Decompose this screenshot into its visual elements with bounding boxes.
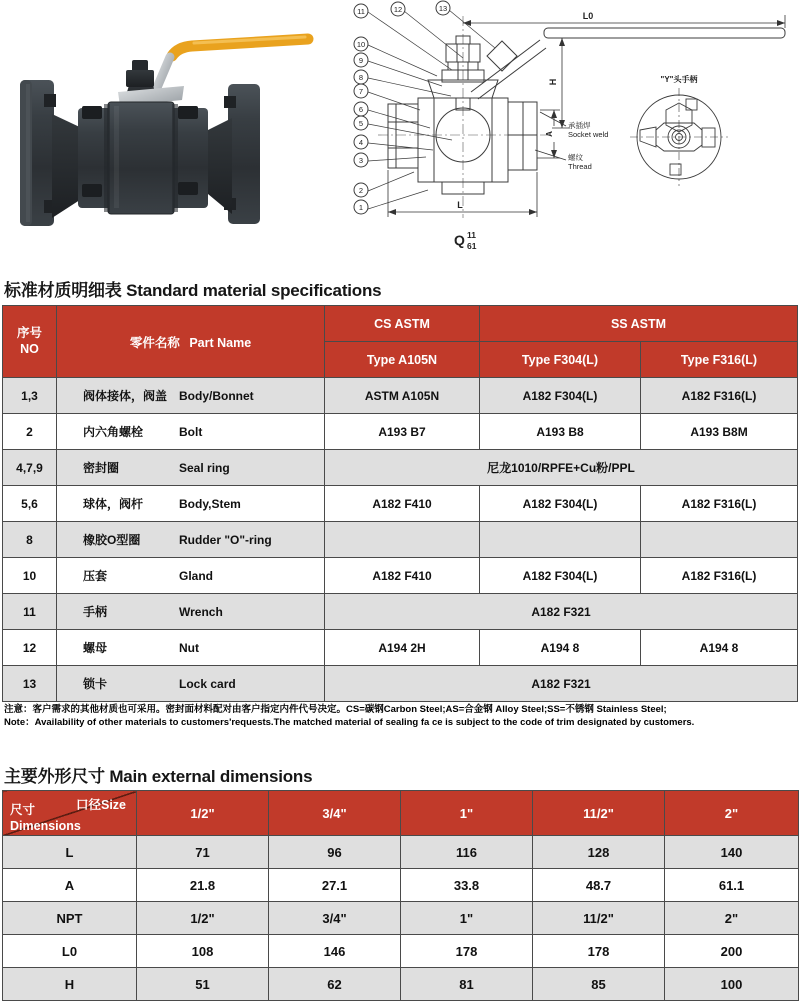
leader-lines [368, 10, 495, 209]
cell-value: 62 [269, 968, 401, 1001]
part-name-en: Gland [179, 569, 214, 583]
corner-cell [3, 791, 137, 836]
table-row [3, 968, 799, 1001]
callout-number: 7 [358, 87, 364, 96]
header-type-a105n: Type A105N [325, 342, 480, 378]
cell-part-name [57, 450, 325, 486]
material-header-row-1 [3, 306, 798, 342]
cell-value: 178 [533, 935, 665, 968]
cell-part-name [57, 522, 325, 558]
cell-no: 10 [3, 558, 57, 594]
valve-diagram-art [330, 0, 800, 262]
cell-f304: A182 F304(L) [480, 378, 641, 414]
note-line-en: Note：Availability of other materials to customers'requests.The matched material of sealing fa ce is subject to the code of trim designated by customers. [4, 716, 695, 728]
model-sup: 11 [467, 230, 476, 240]
part-name-cn: 压套 [83, 569, 108, 583]
cell-value: 51 [137, 968, 269, 1001]
table-row [3, 594, 798, 630]
cell-no: 13 [3, 666, 57, 702]
cell-value: 2" [665, 902, 799, 935]
cell-part-name [57, 486, 325, 522]
callout-number: 12 [393, 5, 403, 14]
cell-material-span: 尼龙1010/RPFE+Cu粉/PPL [325, 450, 798, 486]
model-code [454, 225, 480, 251]
cell-dim-label: L [3, 836, 137, 869]
callout-badge [354, 135, 368, 149]
callout-badge [436, 1, 450, 15]
cell-value: 61.1 [665, 869, 799, 902]
cell-value: 96 [269, 836, 401, 869]
corner-dim-label-cn: 尺寸 [10, 803, 36, 817]
cell-f316: A182 F316(L) [641, 486, 798, 522]
part-name-en: Rudder "O"-ring [179, 533, 272, 547]
cell-value: 48.7 [533, 869, 665, 902]
part-name-en: Body/Bonnet [179, 389, 254, 403]
valve-handle [156, 37, 308, 90]
part-name-cn: 手柄 [83, 605, 108, 619]
valve-photo [6, 10, 326, 247]
cell-cs: ASTM A105N [325, 378, 480, 414]
header-type-f304: Type F304(L) [480, 342, 641, 378]
callout-badge [391, 2, 405, 16]
corner-size-label: 口径Size [75, 798, 126, 812]
part-name-cn: 内六角螺栓 [83, 425, 144, 439]
cell-cs: A182 F410 [325, 558, 480, 594]
material-table [2, 305, 798, 702]
cell-value: 85 [533, 968, 665, 1001]
header-size: 1/2" [137, 791, 269, 836]
cell-no: 1,3 [3, 378, 57, 414]
cell-value: 11/2" [533, 902, 665, 935]
thread-label-cn: 螺纹 [568, 153, 583, 162]
cell-part-name [57, 558, 325, 594]
callout-badge [354, 153, 368, 167]
thread-label-en: Thread [568, 162, 592, 171]
valve-diagram [330, 0, 800, 267]
material-notes [4, 704, 694, 730]
valve-photo-art [6, 10, 326, 242]
table-row [3, 558, 798, 594]
table-row [3, 486, 798, 522]
cell-no: 12 [3, 630, 57, 666]
header-part-cn: 零件名称 [129, 335, 180, 350]
callout-badge [354, 200, 368, 214]
table-row [3, 522, 798, 558]
cell-part-name [57, 378, 325, 414]
part-name-cn: 密封圈 [83, 461, 120, 475]
callout-badge [354, 53, 368, 67]
part-name-en: Wrench [179, 605, 223, 619]
dimension-labels [457, 11, 608, 210]
cell-f304: A182 F304(L) [480, 558, 641, 594]
header-size: 11/2" [533, 791, 665, 836]
corner-dim-label-en: Dimensions [10, 819, 81, 833]
part-name-en: Seal ring [179, 461, 230, 475]
table-row [3, 836, 799, 869]
cell-part-name [57, 414, 325, 450]
part-name-en: Body,Stem [179, 497, 241, 511]
callout-badge [354, 183, 368, 197]
cell-f304: A193 B8 [480, 414, 641, 450]
header-part-name [57, 306, 325, 378]
cell-material-span: A182 F321 [325, 594, 798, 630]
cell-cs: A182 F410 [325, 486, 480, 522]
part-name-cn: 阀体接体，阀盖 [83, 389, 168, 403]
header-size: 1" [401, 791, 533, 836]
callout-badge [354, 70, 368, 84]
cell-f316: A182 F316(L) [641, 558, 798, 594]
cell-dim-label: H [3, 968, 137, 1001]
header-no-en: NO [20, 341, 39, 356]
dim-label-a: A [545, 131, 554, 137]
cell-no: 2 [3, 414, 57, 450]
callout-number: 10 [356, 40, 366, 49]
cell-f316 [641, 522, 798, 558]
dimensions-header-row [3, 791, 799, 836]
cell-material-span: A182 F321 [325, 666, 798, 702]
callout-number: 5 [358, 119, 364, 128]
table-row [3, 378, 798, 414]
cell-f316: A193 B8M [641, 414, 798, 450]
top-view [630, 88, 728, 186]
material-section-title: 标准材质明细表 Standard material specifications [4, 281, 382, 300]
valve-body [20, 60, 260, 226]
header-cs-astm: CS ASTM [325, 306, 480, 342]
callout-number: 2 [358, 186, 364, 195]
cell-part-name [57, 630, 325, 666]
cell-f316: A182 F316(L) [641, 378, 798, 414]
table-row [3, 630, 798, 666]
callout-number: 3 [358, 156, 364, 165]
part-name-cn: 橡胶O型圈 [83, 533, 141, 547]
socket-weld-label-cn: 承插焊 [568, 121, 591, 130]
callout-badge [354, 4, 368, 18]
cell-value: 100 [665, 968, 799, 1001]
callout-badge [354, 102, 368, 116]
dimensions-table [2, 790, 799, 1001]
table-row [3, 902, 799, 935]
callout-number: 13 [438, 4, 448, 13]
cell-value: 81 [401, 968, 533, 1001]
cell-value: 116 [401, 836, 533, 869]
cell-cs [325, 522, 480, 558]
cell-value: 27.1 [269, 869, 401, 902]
cell-value: 33.8 [401, 869, 533, 902]
header-no [3, 306, 57, 378]
dim-label-l: L [457, 200, 463, 210]
header-part-en: Part Name [189, 335, 252, 350]
cell-f304: A182 F304(L) [480, 486, 641, 522]
cell-value: 146 [269, 935, 401, 968]
callout-number: 1 [358, 203, 364, 212]
table-row [3, 935, 799, 968]
dim-label-h: H [548, 78, 558, 86]
callout-number: 6 [358, 105, 364, 114]
table-row [3, 869, 799, 902]
cell-value: 108 [137, 935, 269, 968]
part-name-cn: 螺母 [83, 641, 108, 655]
cell-value: 128 [533, 836, 665, 869]
cell-no: 4,7,9 [3, 450, 57, 486]
dim-label-l0: L0 [582, 11, 594, 21]
header-type-f316: Type F316(L) [641, 342, 798, 378]
table-row [3, 414, 798, 450]
part-name-en: Lock card [179, 677, 236, 691]
part-name-cn: 球体，阀杆 [83, 497, 144, 511]
cell-f304 [480, 522, 641, 558]
centerlines [378, 16, 552, 218]
callout-number: 8 [358, 73, 364, 82]
part-name-cn: 锁卡 [83, 677, 108, 691]
part-name-en: Bolt [179, 425, 203, 439]
callout-number: 4 [358, 138, 364, 147]
cell-value: 140 [665, 836, 799, 869]
cell-dim-label: A [3, 869, 137, 902]
dimensions-section-title: 主要外形尺寸 Main external dimensions [4, 767, 313, 786]
y-handle-label: "Y"头手柄 [660, 75, 698, 84]
dimension-arrows [388, 20, 785, 215]
cell-dim-label: L0 [3, 935, 137, 968]
cell-value: 1/2" [137, 902, 269, 935]
cell-part-name [57, 594, 325, 630]
socket-weld-label-en: Socket weld [568, 130, 609, 139]
model-letter: Q [454, 232, 465, 248]
callout-badge [354, 84, 368, 98]
callout-number: 11 [357, 7, 365, 16]
cell-value: 1" [401, 902, 533, 935]
part-name-en: Nut [179, 641, 199, 655]
header-size: 2" [665, 791, 799, 836]
cell-value: 3/4" [269, 902, 401, 935]
cell-part-name [57, 666, 325, 702]
cell-f316: A194 8 [641, 630, 798, 666]
header-size: 3/4" [269, 791, 401, 836]
cell-f304: A194 8 [480, 630, 641, 666]
header-ss-astm: SS ASTM [480, 306, 798, 342]
model-sub: 61 [467, 241, 477, 251]
callout-badge [354, 37, 368, 51]
table-row [3, 666, 798, 702]
cell-no: 8 [3, 522, 57, 558]
cell-no: 5,6 [3, 486, 57, 522]
cell-value: 200 [665, 935, 799, 968]
cell-cs: A193 B7 [325, 414, 480, 450]
table-row [3, 450, 798, 486]
header-no-cn: 序号 [16, 325, 42, 340]
cell-no: 11 [3, 594, 57, 630]
cell-value: 21.8 [137, 869, 269, 902]
note-line-cn: 注意：客户需求的其他材质也可采用。密封面材料配对由客户指定内件代号决定。CS=碳钢Carbon Steel;AS=合金钢 Alloy Steel;SS=不锈钢 Stainless Steel; [4, 704, 667, 715]
callout-number: 9 [358, 56, 364, 65]
callout-badge [354, 116, 368, 130]
cell-dim-label: NPT [3, 902, 137, 935]
cell-value: 178 [401, 935, 533, 968]
cell-cs: A194 2H [325, 630, 480, 666]
cell-value: 71 [137, 836, 269, 869]
